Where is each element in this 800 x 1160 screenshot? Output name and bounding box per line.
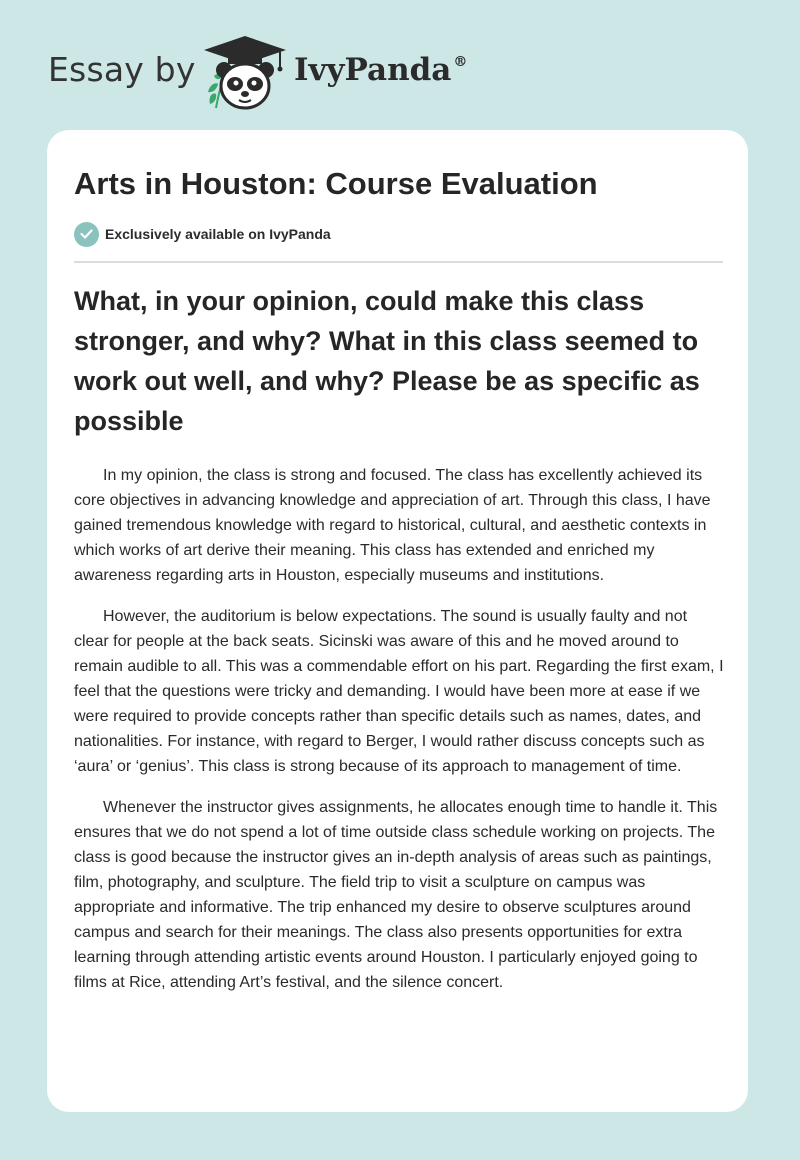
essay-card <box>47 130 748 1112</box>
exclusive-badge <box>74 221 331 247</box>
check-icon <box>74 222 99 247</box>
body-paragraph: However, the auditorium is below expectations. The sound is usually faulty and not clear for people at the back seats. Sicinski was aware of this and he moved around to remain audible to all. This was a commendable effort on his part. Regarding the first exam, I feel that the questions were tricky and demanding. I would have been more at ease if we were required to provide concepts rather than specific details such as names, dates, and nationalities. For instance, with regard to Berger, I would rather discuss concepts such as ‘aura’ or ‘genius’. This class is strong because of its approach to management of time. <box>74 608 724 775</box>
brand-logo-text[interactable]: IvyPanda ® <box>294 52 468 88</box>
essay-body <box>74 463 726 1011</box>
panda-graduate-icon[interactable] <box>200 34 290 110</box>
divider <box>74 261 723 263</box>
exclusive-badge-text: Exclusively available on IvyPanda <box>105 226 331 242</box>
essay-title: Arts in Houston: Course Evaluation <box>74 166 598 201</box>
site-header <box>0 0 800 120</box>
body-paragraph: In my opinion, the class is strong and focused. The class has excellently achieved its core objectives in advancing knowledge and appreciation of art. Through this class, I have gained tremendous knowledge with regard to historical, cultural, and aesthetic contexts in which works of art derive their meaning. This class has extended and enriched my awareness regarding arts in Houston, especially museums and institutions. <box>74 467 711 584</box>
essay-by-label: Essay by <box>48 50 196 89</box>
essay-question-heading: What, in your opinion, could make this class stronger, and why? What in this class seemed to work out well, and why? Please be as specific as possible <box>74 286 700 436</box>
body-paragraph: Whenever the instructor gives assignments, he allocates enough time to handle it. This ensures that we do not spend a lot of time outside class schedule working on projects. The class is good because the instructor gives an in-depth analysis of areas such as paintings, film, photography, and sculpture. The field trip to visit a sculpture on campus was appropriate and informative. The trip enhanced my desire to observe sculptures around campus and search for their meanings. The class also presents opportunities for extra learning through attending artistic events around Houston. I particularly enjoyed going to films at Rice, attending Art’s festival, and the silence concert. <box>74 799 718 991</box>
